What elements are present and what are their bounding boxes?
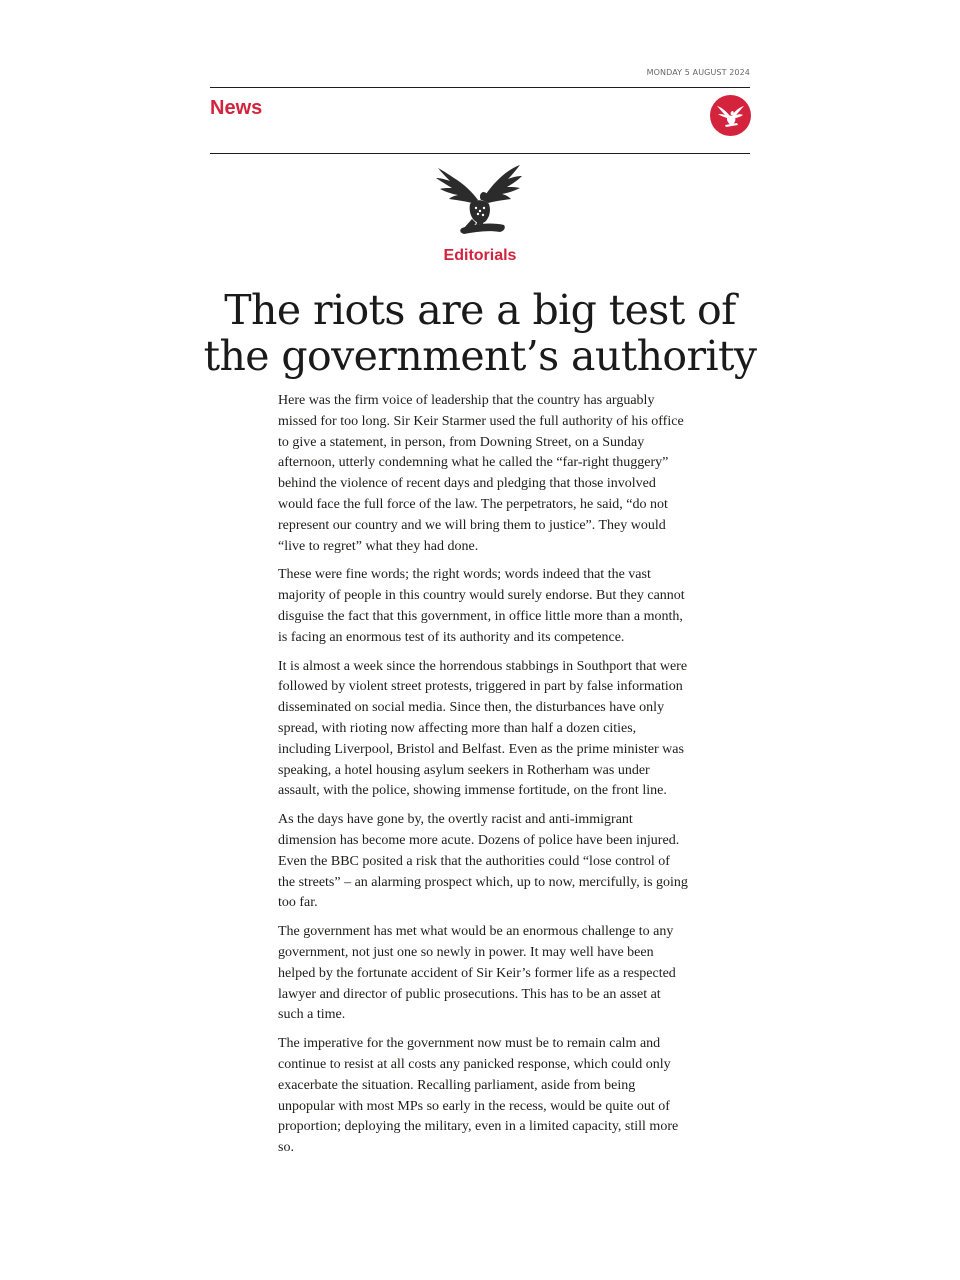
article-paragraph: The government has met what would be an enormous challenge to any government, not just one so newly in power. It may well have been helped by the fortunate accident of Sir Keir’s former life as a respected lawyer and director of public prosecutions. This has to be an asset at such a time.	[278, 924, 676, 1023]
eagle-icon	[434, 162, 526, 240]
article-paragraph: As the days have gone by, the overtly racist and anti-immigrant dimension has become more acute. Dozens of police have been injured. Even the BBC posited a risk that the authorities could “lose control of the streets” – an alarming prospect which, up to now, mercifully, is going too far.	[278, 812, 688, 911]
headline-line-2: the government’s authority	[203, 332, 757, 380]
issue-date: MONDAY 5 AUGUST 2024	[646, 68, 750, 77]
article-headline	[150, 287, 810, 379]
article-body	[278, 391, 688, 1167]
independent-eagle-icon[interactable]	[710, 95, 751, 136]
section-kicker: Editorials	[443, 247, 517, 264]
article-paragraph: These were fine words; the right words; words indeed that the vast majority of people in this country would surely endorse. But they cannot disguise the fact that this government, in office little more than a month, is facing an enormous test of its authority and its competence.	[278, 567, 685, 645]
headline-line-1: The riots are a big test of	[224, 286, 736, 334]
article-paragraph: The imperative for the government now must be to remain calm and continue to resist at all costs any panicked response, which could only exacerbate the situation. Recalling parliament, aside from being unpopular with most MPs so early in the recess, would be quite out of proportion; deploying the military, even in a limited capacity, still more so.	[278, 1036, 679, 1156]
header-top-rule	[210, 87, 750, 88]
article-paragraph: Here was the firm voice of leadership that the country has arguably missed for too long. Sir Keir Starmer used the full authority of his office to give a statement, in person, from Downing Street, on a Sunday afternoon, utterly condemning what he called the “far-right thuggery” behind the violence of recent days and pledging that those involved would face the full force of the law. The perpetrators, he said, “do not represent our country and we will bring them to justice”. They would “live to regret” what they had done.	[278, 393, 684, 554]
article-paragraph: It is almost a week since the horrendous stabbings in Southport that were followed by violent street protests, triggered in part by false information disseminated on social media. Since then, the disturbances have only spread, with rioting now affecting more than half a dozen cities, including Liverpool, Bristol and Belfast. Even as the prime minister was speaking, a hotel housing asylum seekers in Rotherham was under assault, with the police, showing immense fortitude, on the front line.	[278, 658, 688, 799]
section-label[interactable]: News	[210, 97, 263, 119]
header-bottom-rule	[210, 153, 750, 154]
